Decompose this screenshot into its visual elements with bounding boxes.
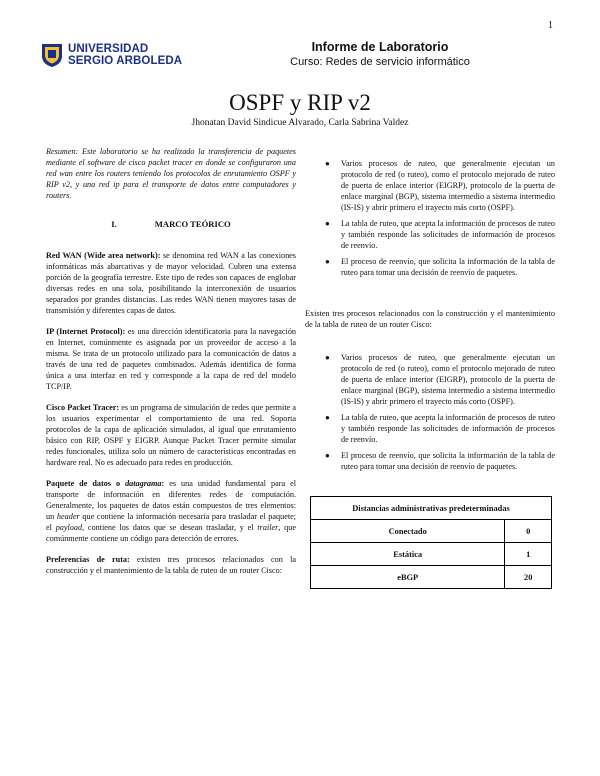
table-header: Distancias administrativas predeterminadas	[311, 497, 552, 520]
definition-packet-tracer: Cisco Packet Tracer: es un programa de simulación de redes que permite a los usuarios experimentar el comportamiento de una red. Soporta protocolos de la capa de aplicación simulados, al igual que enrutamiento básico con RIP, OSPF y EIGRP. Aunque Packet Tracer permite simular redes funcionales, utiliza solo un número de características encontradas en hardware real. No es adecuado para redes en producción.	[46, 403, 296, 467]
table-cell-value: 0	[505, 520, 552, 543]
report-header	[250, 40, 510, 68]
list-item: ● La tabla de ruteo, que acepta la información de procesos de ruteo y también responde las solicitudes de información de procesos de reenvío.	[325, 219, 555, 250]
admin-distance-table	[310, 496, 552, 589]
section-heading	[46, 219, 296, 230]
logo-line-2: SERGIO ARBOLEDA	[68, 55, 183, 67]
list-item: ● Varios procesos de ruteo, que generalmente ejecutan un protocolo de red (o ruteo), como el protocolo mejorado de ruteo de puerta de enlace interior (EIGRP), protocolo de la puerta de enlace marginal (BGP), sistema intermedio a sistema intermedio (IS-IS) y abrir primero el trayecto más corto (OSPF).	[325, 353, 555, 406]
left-column	[46, 146, 296, 586]
logo-line-1: UNIVERSIDAD	[68, 43, 149, 55]
bullet-icon: ●	[325, 451, 330, 460]
section-number: I.	[111, 219, 117, 229]
definition-ip: IP (Internet Protocol): es una dirección identificatoria para la navegación en Internet, comúnmente es asignada por un proveedor de acceso a la misma. Se trata de un protocolo utilizado para la comunicación de datos a través de una red de paquetes combinados. Además identifica de forma única a una interfaz en red y corresponde a la capa de red del modelo TCP/IP.	[46, 327, 297, 391]
university-shield-icon	[40, 42, 64, 68]
definition-route-preference: Preferencias de ruta: existen tres procesos relacionados con la construcción y el mantenimiento de la tabla de ruteo de un router Cisco:	[46, 555, 297, 575]
list-item: ● La tabla de ruteo, que acepta la información de procesos de ruteo y también responde las solicitudes de información de procesos de reenvío.	[325, 413, 555, 444]
definition-datagram: Paquete de datos o datagrama: es una unidad fundamental para el transporte de información en diferentes redes de computación. Generalmente, los paquetes de datos están compuestos de tres elementos: un header que contiene la información necesaria para trasladar el paquete; el payload, contiene los datos que se desean trasladar, y el trailer, que comúnmente contiene un código para detección de errores.	[46, 479, 297, 543]
page-number: 1	[548, 20, 553, 31]
authors: Jhonatan David Sindicue Alvarado, Carla Sabrina Valdez	[191, 118, 409, 128]
bullet-list-first	[305, 158, 555, 278]
university-logo	[40, 42, 182, 68]
table-row	[311, 520, 552, 543]
definition-wan: Red WAN (Wide area network): se denomina red WAN a las conexiones informáticas más abarcativas y de mayor velocidad. Cubren una extensa porción de la geografía terrestre. Este tipo de redes son capaces de englobar diversas redes en una sola, posibilitando la interconexión de usuarios separados por grandes distancias. Las redes WAN tienen mayores tasas de transmisión y diferentes capas de datos.	[46, 251, 296, 315]
list-item: ● El proceso de reenvío, que solicita la información de la tabla de ruteo para tomar una decisión de reenvío de paquetes.	[325, 257, 555, 277]
table-row	[311, 566, 552, 589]
table-row	[311, 543, 552, 566]
paper-title: OSPF y RIP v2	[229, 90, 371, 115]
right-column	[305, 158, 555, 589]
bullet-icon: ●	[325, 219, 330, 228]
bullet-list-second	[305, 352, 555, 472]
table-cell-name: Estática	[311, 543, 505, 566]
table-cell-value: 20	[505, 566, 552, 589]
table-cell-name: Conectado	[311, 520, 505, 543]
table-cell-value: 1	[505, 543, 552, 566]
course-name: Curso: Redes de servicio informático	[290, 56, 470, 68]
list-item: ● Varios procesos de ruteo, que generalmente ejecutan un protocolo de red (o ruteo), como el protocolo mejorado de ruteo de puerta de enlace interior (EIGRP), protocolo de la puerta de enlace marginal (BGP), sistema intermedio a sistema intermedio (IS-IS) y abrir primero el trayecto más corto (OSPF).	[325, 159, 555, 212]
intro-paragraph: Existen tres procesos relacionados con la construcción y el mantenimiento de la tabla de ruteo de un router Cisco:	[305, 309, 555, 329]
list-item: ● El proceso de reenvío, que solicita la información de la tabla de ruteo para tomar una decisión de reenvío de paquetes.	[325, 451, 555, 471]
bullet-icon: ●	[325, 413, 330, 422]
bullet-icon: ●	[325, 353, 330, 362]
bullet-icon: ●	[325, 257, 330, 266]
table-cell-name: eBGP	[311, 566, 505, 589]
abstract: Resumen: Este laboratorio se ha realizado la transferencia de paquetes mediante el software de cisco packet tracer en donde se configuraron una red wan entre los routers teniendo los protocolos de enrutamiento OSPF y RIP v2, y una red ip para el transporte de datos entre computadores y routers.	[46, 147, 296, 200]
report-type: Informe de Laboratorio	[311, 40, 449, 54]
bullet-icon: ●	[325, 159, 330, 168]
section-title: MARCO TEÓRICO	[154, 219, 231, 229]
